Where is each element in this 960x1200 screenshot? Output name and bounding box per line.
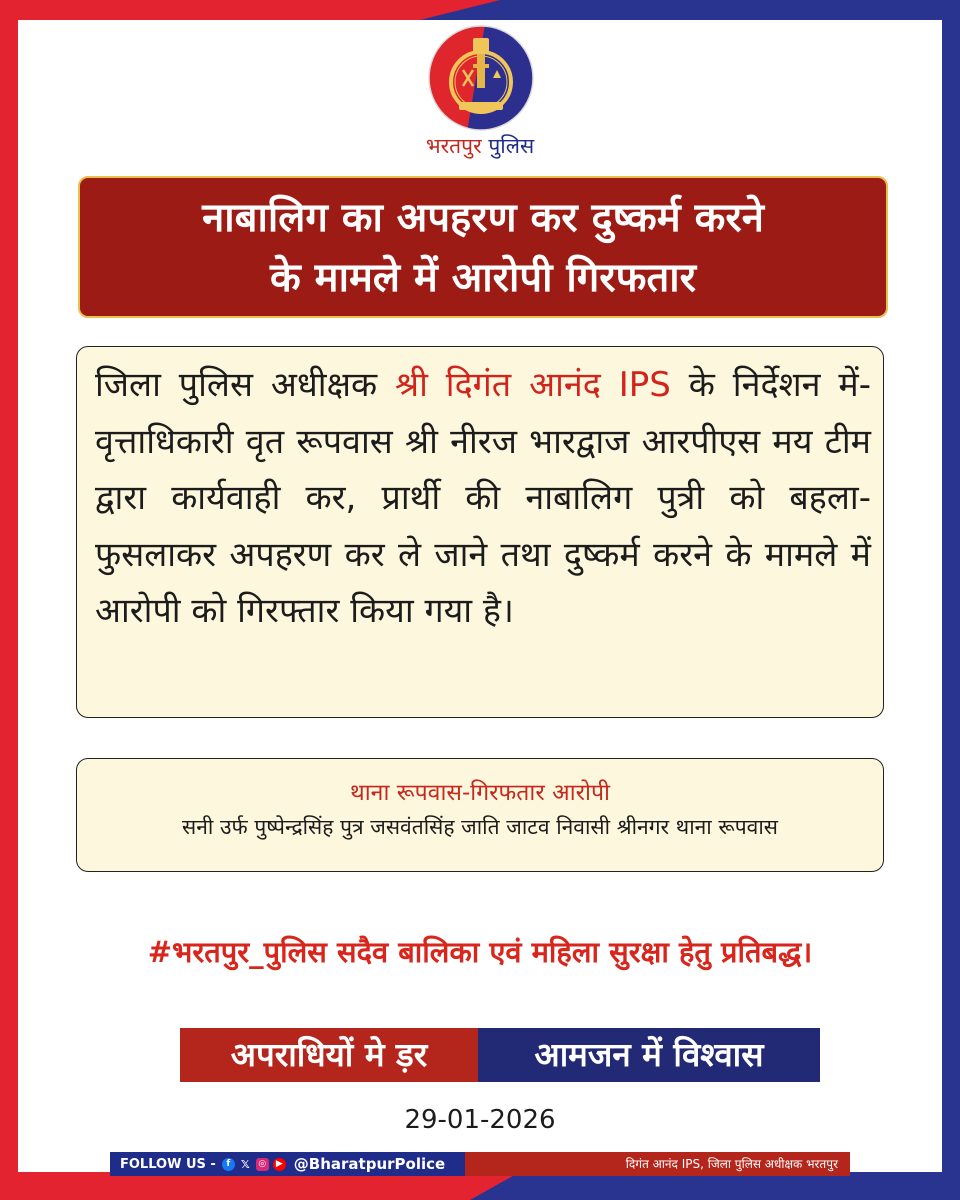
brand-name — [380, 132, 580, 160]
slogan-right: आमजन में विश्वास — [478, 1028, 820, 1082]
headline-line-2: के मामले में आरोपी गिरफतार — [270, 255, 696, 301]
brand-part-2: पुलिस — [488, 134, 535, 158]
social-handle[interactable]: @BharatpurPolice — [293, 1155, 446, 1173]
footer-bar — [110, 1152, 850, 1176]
headline-line-1: नाबालिग का अपहरण कर दुष्कर्म करने — [202, 195, 764, 241]
body-rest: के निर्देशन में-वृत्ताधिकारी वृत रूपवास श्री नीरज भारद्वाज आरपीएस मय टीम द्वारा कार्यवाही कर, प्रार्थी की नाबालिग पुत्री को बहला-फुसलाकर अपहरण कर ले जाने तथा दुष्कर्म करने के मामले में आरोपी को गिरफ्तार किया गया है। — [95, 365, 872, 631]
headline-banner — [78, 176, 888, 318]
footer-follow — [110, 1152, 465, 1176]
accused-box — [76, 758, 884, 872]
slogan-left: अपराधियों मे ड़र — [180, 1028, 478, 1082]
footer-officer: दिगंत आनंद IPS, जिला पुलिस अधीक्षक भरतपुर — [465, 1152, 850, 1176]
hashtag-line: #भरतपुर_पुलिस सदैव बालिका एवं महिला सुरक्षा हेतु प्रतिबद्ध। — [147, 935, 813, 969]
instagram-icon[interactable]: ◎ — [256, 1158, 269, 1171]
body-officer-highlight: श्री दिगंत आनंद IPS — [395, 365, 671, 405]
accused-title: थाना रूपवास-गिरफतार आरोपी — [350, 780, 610, 806]
slogan-banner — [180, 1028, 820, 1082]
youtube-icon[interactable]: ▶ — [273, 1158, 286, 1171]
news-body — [76, 346, 884, 718]
accused-detail: सनी उर्फ पुष्पेन्द्रसिंह पुत्र जसवंतसिंह जाति जाटव निवासी श्रीनगर थाना रूपवास — [182, 815, 778, 839]
body-intro: जिला पुलिस अधीक्षक — [95, 365, 378, 405]
x-icon[interactable]: 𝕏 — [240, 1157, 250, 1171]
follow-label: FOLLOW US - — [120, 1156, 216, 1172]
facebook-icon[interactable]: f — [222, 1158, 235, 1171]
post-date: 29-01-2026 — [404, 1105, 556, 1135]
rajasthan-police-emblem-icon — [427, 24, 535, 132]
brand-part-1: भरतपुर — [425, 134, 482, 158]
